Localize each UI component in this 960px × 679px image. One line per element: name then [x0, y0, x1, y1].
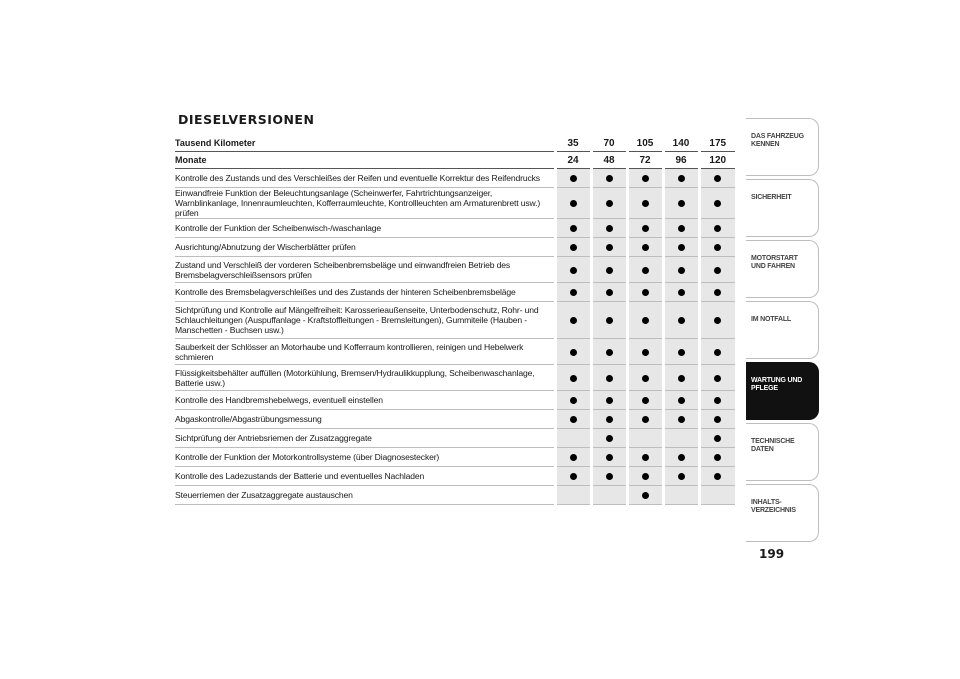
bullet-icon: [678, 175, 685, 182]
maintenance-item-text: Sauberkeit der Schlösser an Motorhaube und Kofferraum kontrollieren, reinigen und Hebelwerk schmieren: [175, 339, 555, 365]
chapter-tab[interactable]: SICHERHEIT: [746, 179, 819, 237]
bullet-icon: [678, 267, 685, 274]
chapter-tab[interactable]: MOTORSTART UND FAHREN: [746, 240, 819, 298]
interval-cell: [591, 486, 627, 505]
bullet-icon: [570, 200, 577, 207]
table-row: [175, 365, 735, 391]
months-value: 24: [555, 152, 591, 169]
table-row: [175, 169, 735, 188]
interval-cell: [699, 169, 735, 188]
chapter-tab[interactable]: WARTUNG UND PFLEGE: [746, 362, 819, 420]
interval-cell: [663, 219, 699, 238]
interval-cell: [555, 486, 591, 505]
interval-cell: [699, 188, 735, 219]
table-row: [175, 486, 735, 505]
interval-cell: [555, 365, 591, 391]
chapter-tab[interactable]: TECHNISCHE DATEN: [746, 423, 819, 481]
bullet-icon: [642, 492, 649, 499]
interval-cell: [591, 257, 627, 283]
bullet-icon: [606, 289, 613, 296]
interval-cell: [699, 486, 735, 505]
km-value: 175: [699, 135, 735, 152]
bullet-icon: [642, 397, 649, 404]
interval-cell: [663, 467, 699, 486]
maintenance-item-text: Sichtprüfung der Antriebsriemen der Zusatzaggregate: [175, 429, 555, 448]
interval-cell: [627, 339, 663, 365]
table-row: [175, 339, 735, 365]
bullet-icon: [714, 244, 721, 251]
interval-cell: [555, 188, 591, 219]
bullet-icon: [714, 473, 721, 480]
interval-cell: [699, 391, 735, 410]
interval-cell: [663, 188, 699, 219]
maintenance-item-text: Steuerriemen der Zusatzaggregate austauschen: [175, 486, 555, 505]
bullet-icon: [570, 473, 577, 480]
bullet-icon: [678, 225, 685, 232]
bullet-icon: [570, 454, 577, 461]
table-row: [175, 410, 735, 429]
interval-cell: [627, 429, 663, 448]
bullet-icon: [714, 375, 721, 382]
bullet-icon: [642, 416, 649, 423]
interval-cell: [627, 257, 663, 283]
bullet-icon: [714, 349, 721, 356]
bullet-icon: [606, 375, 613, 382]
km-value: 35: [555, 135, 591, 152]
interval-cell: [591, 448, 627, 467]
bullet-icon: [642, 349, 649, 356]
interval-cell: [699, 410, 735, 429]
table-row: [175, 302, 735, 339]
bullet-icon: [570, 317, 577, 324]
maintenance-item-text: Kontrolle des Zustands und des Verschleißes der Reifen und eventuelle Korrektur des Reifendrucks: [175, 169, 555, 188]
interval-cell: [555, 391, 591, 410]
bullet-icon: [678, 349, 685, 356]
table-row: [175, 257, 735, 283]
km-value: 140: [663, 135, 699, 152]
table-row: [175, 188, 735, 219]
bullet-icon: [606, 435, 613, 442]
bullet-icon: [678, 454, 685, 461]
maintenance-item-text: Ausrichtung/Abnutzung der Wischerblätter prüfen: [175, 238, 555, 257]
interval-cell: [663, 365, 699, 391]
interval-cell: [555, 257, 591, 283]
maintenance-item-text: Zustand und Verschleiß der vorderen Scheibenbremsbeläge und einwandfreien Betrieb des Bremsbelagverschleißsensors prüfen: [175, 257, 555, 283]
chapter-tab[interactable]: IM NOTFALL: [746, 301, 819, 359]
interval-cell: [699, 365, 735, 391]
interval-cell: [627, 486, 663, 505]
interval-cell: [699, 257, 735, 283]
bullet-icon: [678, 473, 685, 480]
bullet-icon: [642, 473, 649, 480]
bullet-icon: [570, 267, 577, 274]
bullet-icon: [678, 289, 685, 296]
table-row: [175, 219, 735, 238]
bullet-icon: [606, 244, 613, 251]
months-value: 120: [699, 152, 735, 169]
bullet-icon: [714, 289, 721, 296]
interval-cell: [627, 238, 663, 257]
km-value: 105: [627, 135, 663, 152]
interval-cell: [591, 283, 627, 302]
bullet-icon: [678, 375, 685, 382]
km-label: Tausend Kilometer: [175, 135, 555, 152]
bullet-icon: [714, 416, 721, 423]
interval-cell: [663, 486, 699, 505]
bullet-icon: [606, 175, 613, 182]
interval-cell: [555, 410, 591, 429]
interval-cell: [663, 169, 699, 188]
bullet-icon: [606, 267, 613, 274]
interval-cell: [699, 238, 735, 257]
interval-cell: [663, 339, 699, 365]
table-row: [175, 283, 735, 302]
bullet-icon: [606, 397, 613, 404]
interval-cell: [591, 467, 627, 486]
months-value: 72: [627, 152, 663, 169]
bullet-icon: [714, 225, 721, 232]
interval-cell: [555, 283, 591, 302]
chapter-tab[interactable]: DAS FAHRZEUG KENNEN: [746, 118, 819, 176]
bullet-icon: [714, 397, 721, 404]
table-row: [175, 391, 735, 410]
interval-cell: [555, 169, 591, 188]
interval-cell: [591, 219, 627, 238]
bullet-icon: [570, 416, 577, 423]
months-value: 48: [591, 152, 627, 169]
chapter-tab[interactable]: INHALTS-VERZEICHNIS: [746, 484, 819, 542]
page-number: 199: [759, 547, 785, 561]
interval-cell: [699, 429, 735, 448]
bullet-icon: [642, 454, 649, 461]
bullet-icon: [642, 289, 649, 296]
interval-cell: [627, 302, 663, 339]
interval-cell: [591, 169, 627, 188]
interval-cell: [627, 188, 663, 219]
maintenance-item-text: Kontrolle des Handbremshebelwegs, eventuell einstellen: [175, 391, 555, 410]
maintenance-item-text: Abgaskontrolle/Abgastrübungsmessung: [175, 410, 555, 429]
bullet-icon: [570, 397, 577, 404]
interval-cell: [591, 302, 627, 339]
bullet-icon: [714, 317, 721, 324]
interval-cell: [663, 448, 699, 467]
interval-cell: [663, 410, 699, 429]
interval-cell: [627, 448, 663, 467]
interval-cell: [555, 219, 591, 238]
bullet-icon: [606, 454, 613, 461]
interval-cell: [663, 257, 699, 283]
months-value: 96: [663, 152, 699, 169]
interval-cell: [555, 467, 591, 486]
header-row-months: [175, 152, 735, 169]
bullet-icon: [606, 416, 613, 423]
bullet-icon: [678, 317, 685, 324]
bullet-icon: [642, 200, 649, 207]
interval-cell: [627, 410, 663, 429]
header-row-kilometers: [175, 135, 735, 152]
bullet-icon: [570, 244, 577, 251]
bullet-icon: [678, 416, 685, 423]
bullet-icon: [606, 200, 613, 207]
interval-cell: [627, 169, 663, 188]
bullet-icon: [714, 267, 721, 274]
interval-cell: [699, 219, 735, 238]
table-row: [175, 429, 735, 448]
table-row: [175, 448, 735, 467]
maintenance-item-text: Kontrolle des Bremsbelagverschleißes und des Zustands der hinteren Scheibenbremsbeläge: [175, 283, 555, 302]
maintenance-item-text: Sichtprüfung und Kontrolle auf Mängelfreiheit: Karosserieaußenseite, Unterbodenschutz, Rohr- und Schlauchleitungen (Auspuffanlage - Kraftstoffleitungen - Bremsleitungen), Gummiteile (Hauben - Manschetten - Buchsen usw.): [175, 302, 555, 339]
interval-cell: [555, 339, 591, 365]
km-value: 70: [591, 135, 627, 152]
interval-cell: [699, 448, 735, 467]
interval-cell: [663, 238, 699, 257]
bullet-icon: [678, 397, 685, 404]
interval-cell: [699, 467, 735, 486]
maintenance-item-text: Kontrolle der Funktion der Motorkontrollsysteme (über Diagnosestecker): [175, 448, 555, 467]
bullet-icon: [570, 289, 577, 296]
interval-cell: [555, 302, 591, 339]
interval-cell: [591, 188, 627, 219]
bullet-icon: [570, 349, 577, 356]
maintenance-item-text: Kontrolle des Ladezustands der Batterie und eventuelles Nachladen: [175, 467, 555, 486]
bullet-icon: [642, 375, 649, 382]
interval-cell: [555, 238, 591, 257]
bullet-icon: [642, 317, 649, 324]
interval-cell: [663, 429, 699, 448]
interval-cell: [627, 467, 663, 486]
bullet-icon: [642, 244, 649, 251]
section-title: DIESELVERSIONEN: [178, 112, 315, 127]
bullet-icon: [642, 267, 649, 274]
interval-cell: [591, 339, 627, 365]
interval-cell: [627, 219, 663, 238]
interval-cell: [699, 302, 735, 339]
bullet-icon: [714, 200, 721, 207]
interval-cell: [591, 429, 627, 448]
bullet-icon: [714, 435, 721, 442]
bullet-icon: [570, 175, 577, 182]
interval-cell: [663, 302, 699, 339]
interval-cell: [555, 429, 591, 448]
months-label: Monate: [175, 152, 555, 169]
interval-cell: [663, 391, 699, 410]
interval-cell: [591, 365, 627, 391]
bullet-icon: [714, 175, 721, 182]
interval-cell: [627, 365, 663, 391]
bullet-icon: [642, 175, 649, 182]
maintenance-item-text: Kontrolle der Funktion der Scheibenwisch-/waschanlage: [175, 219, 555, 238]
bullet-icon: [570, 225, 577, 232]
maintenance-table: [175, 135, 735, 505]
interval-cell: [699, 283, 735, 302]
interval-cell: [663, 283, 699, 302]
interval-cell: [591, 410, 627, 429]
bullet-icon: [606, 317, 613, 324]
bullet-icon: [678, 200, 685, 207]
maintenance-item-text: Einwandfreie Funktion der Beleuchtungsanlage (Scheinwerfer, Fahrtrichtungsanzeiger, Warnblinkanlage, Innenraumleuchten, Kofferraumleuchte, Kontrollleuchten am Armaturenbrett usw.) prüfen: [175, 188, 555, 219]
interval-cell: [555, 448, 591, 467]
bullet-icon: [606, 349, 613, 356]
bullet-icon: [714, 454, 721, 461]
interval-cell: [627, 391, 663, 410]
bullet-icon: [678, 244, 685, 251]
bullet-icon: [570, 375, 577, 382]
bullet-icon: [642, 225, 649, 232]
table-row: [175, 467, 735, 486]
interval-cell: [591, 238, 627, 257]
interval-cell: [627, 283, 663, 302]
chapter-tabs: [746, 118, 819, 545]
bullet-icon: [606, 473, 613, 480]
interval-cell: [699, 339, 735, 365]
bullet-icon: [606, 225, 613, 232]
table-row: [175, 238, 735, 257]
maintenance-item-text: Flüssigkeitsbehälter auffüllen (Motorkühlung, Bremsen/Hydraulikkupplung, Scheibenwaschanlage, Batterie usw.): [175, 365, 555, 391]
interval-cell: [591, 391, 627, 410]
